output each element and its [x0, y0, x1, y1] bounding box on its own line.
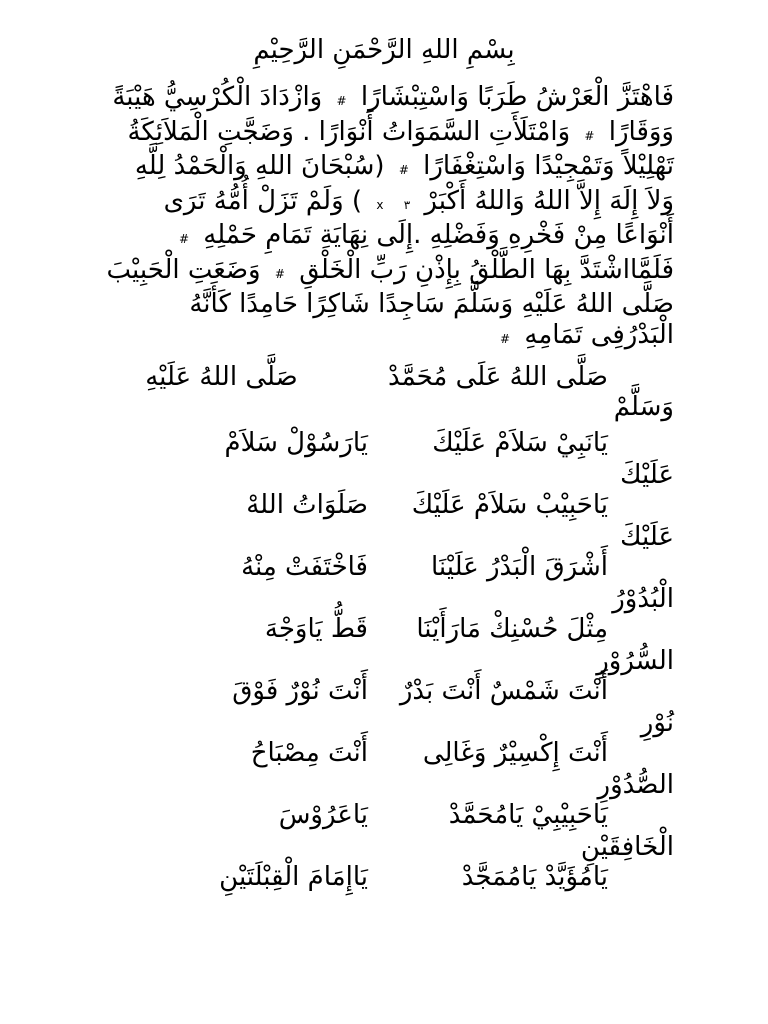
verse-wrapped-word: السُّرُوْرِ: [596, 646, 674, 676]
hash-mark: #: [178, 232, 190, 246]
verse-row: [100, 548, 674, 614]
verse-wrapped-word: عَلَيْكَ: [620, 522, 674, 552]
prose-line: ) وَلَمْ تَزَلْ أُمُّهُ تَرَى أَنْوَاعًا مِنْ فَخْرِهِ وَفَضْلِهِ .إِلَى نِهَايَةِ تَمَامِ حَمْلِهِ: [163, 185, 674, 250]
verse-first-hemistich: يَاحَبِيْبْ سَلاَمْ عَلَيْكَ: [411, 490, 608, 520]
verse-row: [100, 672, 674, 738]
prose-line: وَامْتَلَأَتِ السَّمَوَاتُ أَنْوَارًا . وَضَجَّتِ الْمَلاَئِكَةُ تَهْلِيْلاً وَتَمْجِيْدًا وَاسْتِغْفَارًا: [127, 116, 674, 181]
verse-wrapped-word: نُوْرِ: [640, 708, 674, 738]
verse-first-hemistich: أَنْتَ شَمْسٌ أَنْتَ بَدْرٌ: [399, 676, 608, 706]
hash-mark: #: [274, 266, 285, 281]
verse-list: [100, 424, 674, 920]
salawat-first: صَلَّى اللهُ عَلَى مُحَمَّدْ: [387, 362, 608, 392]
verse-second-hemistich: يَاعَرُوْسَ: [278, 800, 368, 830]
prose-paragraph: [100, 82, 674, 354]
verse-wrapped-word: عَلَيْكَ: [620, 460, 674, 490]
salawat-block: [100, 362, 674, 422]
verse-second-hemistich: فَاخْتَفَتْ مِنْهُ: [241, 552, 368, 582]
verse-row: [100, 796, 674, 862]
prose-line: فَلَمَّااشْتَدَّ بِهَا الطَّلْقُ بِإِذْنِ رَبِّ الْخَلْقِ: [299, 254, 674, 285]
verse-row: [100, 610, 674, 676]
verse-second-hemistich: صَلَوَاتُ اللهْ: [246, 490, 368, 520]
verse-first-hemistich: يَاحَبِيْبِيْ يَامُحَمَّدْ: [448, 800, 608, 830]
hash-mark: #: [398, 163, 409, 177]
hash-mark: #: [336, 94, 347, 108]
salawat-second: صَلَّى اللهُ عَلَيْهِ وَسَلَّمْ: [145, 362, 674, 422]
verse-first-hemistich: يَانَبِيْ سَلاَمْ عَلَيْكَ: [432, 428, 608, 458]
verse-second-hemistich: أَنْتَ نُوْرٌ فَوْقَ: [232, 676, 368, 706]
verse-second-hemistich: يَارَسُوْلْ سَلاَمْ: [224, 428, 368, 458]
verse-wrapped-word: الْخَافِقَيْنِ: [580, 832, 674, 862]
verse-first-hemistich: أَشْرَقَ الْبَدْرُ عَلَيْنَا: [431, 552, 608, 582]
verse-second-hemistich: يَاإِمَامَ الْقِبْلَتَيْنِ: [219, 862, 368, 892]
verse-wrapped-word: الْبُدُوْرُ: [612, 584, 674, 614]
basmala-title: بِسْمِ اللهِ الرَّحْمَنِ الرَّحِيْمِ: [253, 35, 515, 65]
verse-wrapped-word: الصُّدُوْرِ: [597, 770, 674, 800]
verse-row: [100, 734, 674, 800]
verse-row: [100, 424, 674, 490]
verse-first-hemistich: أَنْتَ إِكْسِيْرٌ وَغَالِى: [422, 738, 608, 768]
prose-line: (سُبْحَانَ اللهِ وَالْحَمْدُ لِلَّهِ وَلاَ إِلَهَ إِلاَّ اللهُ وَاللهُ أَكْبَرْ: [134, 151, 674, 216]
verse-first-hemistich: يَامُؤَيَّدْ يَامُمَجَّدْ: [461, 862, 608, 892]
verse-first-hemistich: مِثْلَ حُسْنِكْ مَارَأَيْنَا: [416, 614, 608, 644]
prose-block: [100, 82, 674, 354]
prose-line: وَازْدَادَ الْكُرْسِيُّ هَيْبَةً وَوَقَارًا: [112, 82, 674, 147]
prose-line: فَاهْتَزَّ الْعَرْشُ طَرَبًا وَاسْتِبْشَارًا: [360, 82, 674, 112]
three-mark: ٣: [403, 197, 411, 212]
verse-row: [100, 858, 674, 920]
verse-row: [100, 486, 674, 552]
verse-second-hemistich: أَنْتَ مِصْبَاحُ: [250, 738, 368, 768]
hash-mark: #: [500, 331, 511, 346]
cross-mark: x: [376, 197, 384, 212]
prose-line: وَضَعَتِ الْحَبِيْبَ صَلَّى اللهُ عَلَيْهِ وَسَلَّمَ سَاجِدًا شَاكِرًا حَامِدًا كَأَنَّهُ الْبَدْرُفِى تَمَامِهِ: [106, 254, 674, 350]
hash-mark: #: [584, 128, 595, 143]
verse-second-hemistich: قَطُّ يَاوَجْهَ: [264, 614, 368, 644]
